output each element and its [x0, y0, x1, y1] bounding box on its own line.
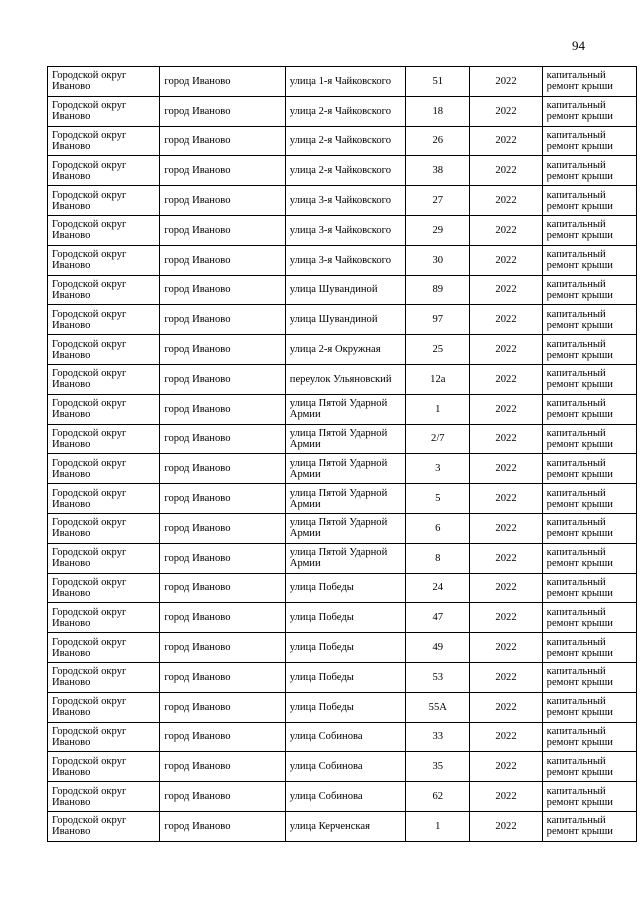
house-number-cell: 1 — [406, 394, 470, 424]
street-cell: улица 3-я Чайковского — [285, 245, 405, 275]
year-cell: 2022 — [470, 245, 542, 275]
year-cell: 2022 — [470, 364, 542, 394]
work-type-cell: капитальный ремонт крыши — [542, 782, 636, 812]
house-number-cell: 55А — [406, 692, 470, 722]
city-cell: город Иваново — [160, 186, 285, 216]
year-cell: 2022 — [470, 454, 542, 484]
house-number-cell: 1 — [406, 811, 470, 841]
street-cell: улица Шувандиной — [285, 275, 405, 305]
street-cell: улица Пятой Ударной Армии — [285, 543, 405, 573]
street-cell: улица 2-я Чайковского — [285, 96, 405, 126]
street-cell: улица Победы — [285, 603, 405, 633]
year-cell: 2022 — [470, 543, 542, 573]
year-cell: 2022 — [470, 335, 542, 365]
table-row — [48, 484, 637, 514]
house-number-cell: 18 — [406, 96, 470, 126]
city-cell: город Иваново — [160, 573, 285, 603]
table-row — [48, 335, 637, 365]
table-row — [48, 275, 637, 305]
table-row — [48, 513, 637, 543]
work-type-cell: капитальный ремонт крыши — [542, 186, 636, 216]
city-cell: город Иваново — [160, 633, 285, 663]
work-type-cell: капитальный ремонт крыши — [542, 305, 636, 335]
table-body — [48, 67, 637, 842]
city-cell: город Иваново — [160, 305, 285, 335]
okrug-cell: Городской округ Иваново — [48, 156, 160, 186]
year-cell: 2022 — [470, 811, 542, 841]
street-cell: улица Шувандиной — [285, 305, 405, 335]
house-number-cell: 25 — [406, 335, 470, 365]
year-cell: 2022 — [470, 692, 542, 722]
year-cell: 2022 — [470, 633, 542, 663]
okrug-cell: Городской округ Иваново — [48, 215, 160, 245]
okrug-cell: Городской округ Иваново — [48, 67, 160, 97]
okrug-cell: Городской округ Иваново — [48, 603, 160, 633]
table-row — [48, 722, 637, 752]
house-number-cell: 89 — [406, 275, 470, 305]
house-number-cell: 97 — [406, 305, 470, 335]
work-type-cell: капитальный ремонт крыши — [542, 454, 636, 484]
street-cell: переулок Ульяновский — [285, 364, 405, 394]
city-cell: город Иваново — [160, 215, 285, 245]
table-row — [48, 424, 637, 454]
table-row — [48, 186, 637, 216]
city-cell: город Иваново — [160, 364, 285, 394]
table-row — [48, 603, 637, 633]
year-cell: 2022 — [470, 662, 542, 692]
okrug-cell: Городской округ Иваново — [48, 811, 160, 841]
house-number-cell: 62 — [406, 782, 470, 812]
street-cell: улица Пятой Ударной Армии — [285, 424, 405, 454]
okrug-cell: Городской округ Иваново — [48, 394, 160, 424]
okrug-cell: Городской округ Иваново — [48, 186, 160, 216]
okrug-cell: Городской округ Иваново — [48, 126, 160, 156]
house-number-cell: 2/7 — [406, 424, 470, 454]
year-cell: 2022 — [470, 305, 542, 335]
city-cell: город Иваново — [160, 156, 285, 186]
table-row — [48, 156, 637, 186]
street-cell: улица 2-я Чайковского — [285, 126, 405, 156]
year-cell: 2022 — [470, 186, 542, 216]
year-cell: 2022 — [470, 394, 542, 424]
house-number-cell: 47 — [406, 603, 470, 633]
okrug-cell: Городской округ Иваново — [48, 454, 160, 484]
house-number-cell: 24 — [406, 573, 470, 603]
year-cell: 2022 — [470, 215, 542, 245]
house-number-cell: 35 — [406, 752, 470, 782]
house-number-cell: 30 — [406, 245, 470, 275]
table-row — [48, 811, 637, 841]
street-cell: улица Керченская — [285, 811, 405, 841]
table-row — [48, 692, 637, 722]
okrug-cell: Городской округ Иваново — [48, 275, 160, 305]
okrug-cell: Городской округ Иваново — [48, 305, 160, 335]
year-cell: 2022 — [470, 67, 542, 97]
city-cell: город Иваново — [160, 811, 285, 841]
city-cell: город Иваново — [160, 454, 285, 484]
house-number-cell: 33 — [406, 722, 470, 752]
house-number-cell: 26 — [406, 126, 470, 156]
work-type-cell: капитальный ремонт крыши — [542, 364, 636, 394]
house-number-cell: 49 — [406, 633, 470, 663]
okrug-cell: Городской округ Иваново — [48, 752, 160, 782]
okrug-cell: Городской округ Иваново — [48, 335, 160, 365]
street-cell: улица 3-я Чайковского — [285, 215, 405, 245]
okrug-cell: Городской округ Иваново — [48, 96, 160, 126]
okrug-cell: Городской округ Иваново — [48, 424, 160, 454]
city-cell: город Иваново — [160, 692, 285, 722]
street-cell: улица Собинова — [285, 782, 405, 812]
street-cell: улица Победы — [285, 692, 405, 722]
street-cell: улица Пятой Ударной Армии — [285, 484, 405, 514]
okrug-cell: Городской округ Иваново — [48, 513, 160, 543]
work-type-cell: капитальный ремонт крыши — [542, 722, 636, 752]
year-cell: 2022 — [470, 722, 542, 752]
house-number-cell: 8 — [406, 543, 470, 573]
year-cell: 2022 — [470, 752, 542, 782]
table-row — [48, 126, 637, 156]
house-number-cell: 29 — [406, 215, 470, 245]
okrug-cell: Городской округ Иваново — [48, 662, 160, 692]
work-type-cell: капитальный ремонт крыши — [542, 215, 636, 245]
okrug-cell: Городской округ Иваново — [48, 722, 160, 752]
table-row — [48, 543, 637, 573]
work-type-cell: капитальный ремонт крыши — [542, 96, 636, 126]
table-row — [48, 662, 637, 692]
work-type-cell: капитальный ремонт крыши — [542, 662, 636, 692]
okrug-cell: Городской округ Иваново — [48, 782, 160, 812]
house-number-cell: 12а — [406, 364, 470, 394]
year-cell: 2022 — [470, 513, 542, 543]
work-type-cell: капитальный ремонт крыши — [542, 424, 636, 454]
year-cell: 2022 — [470, 275, 542, 305]
street-cell: улица Победы — [285, 573, 405, 603]
work-type-cell: капитальный ремонт крыши — [542, 67, 636, 97]
city-cell: город Иваново — [160, 245, 285, 275]
street-cell: улица 3-я Чайковского — [285, 186, 405, 216]
street-cell: улица 2-я Чайковского — [285, 156, 405, 186]
street-cell: улица Победы — [285, 662, 405, 692]
table-row — [48, 67, 637, 97]
work-type-cell: капитальный ремонт крыши — [542, 335, 636, 365]
street-cell: улица Победы — [285, 633, 405, 663]
city-cell: город Иваново — [160, 603, 285, 633]
year-cell: 2022 — [470, 484, 542, 514]
city-cell: город Иваново — [160, 67, 285, 97]
city-cell: город Иваново — [160, 543, 285, 573]
city-cell: город Иваново — [160, 394, 285, 424]
city-cell: город Иваново — [160, 424, 285, 454]
work-type-cell: капитальный ремонт крыши — [542, 573, 636, 603]
okrug-cell: Городской округ Иваново — [48, 633, 160, 663]
work-type-cell: капитальный ремонт крыши — [542, 275, 636, 305]
house-number-cell: 3 — [406, 454, 470, 484]
work-type-cell: капитальный ремонт крыши — [542, 692, 636, 722]
work-type-cell: капитальный ремонт крыши — [542, 484, 636, 514]
house-number-cell: 5 — [406, 484, 470, 514]
year-cell: 2022 — [470, 782, 542, 812]
street-cell: улица Пятой Ударной Армии — [285, 454, 405, 484]
okrug-cell: Городской округ Иваново — [48, 484, 160, 514]
work-type-cell: капитальный ремонт крыши — [542, 126, 636, 156]
repair-schedule-table — [47, 66, 637, 842]
work-type-cell: капитальный ремонт крыши — [542, 752, 636, 782]
okrug-cell: Городской округ Иваново — [48, 364, 160, 394]
house-number-cell: 53 — [406, 662, 470, 692]
table-row — [48, 454, 637, 484]
street-cell: улица 2-я Окружная — [285, 335, 405, 365]
work-type-cell: капитальный ремонт крыши — [542, 394, 636, 424]
year-cell: 2022 — [470, 603, 542, 633]
table-row — [48, 394, 637, 424]
year-cell: 2022 — [470, 126, 542, 156]
table-row — [48, 215, 637, 245]
work-type-cell: капитальный ремонт крыши — [542, 513, 636, 543]
city-cell: город Иваново — [160, 96, 285, 126]
year-cell: 2022 — [470, 573, 542, 603]
work-type-cell: капитальный ремонт крыши — [542, 543, 636, 573]
city-cell: город Иваново — [160, 126, 285, 156]
table-row — [48, 782, 637, 812]
street-cell: улица 1-я Чайковского — [285, 67, 405, 97]
work-type-cell: капитальный ремонт крыши — [542, 633, 636, 663]
work-type-cell: капитальный ремонт крыши — [542, 811, 636, 841]
okrug-cell: Городской округ Иваново — [48, 692, 160, 722]
city-cell: город Иваново — [160, 752, 285, 782]
year-cell: 2022 — [470, 156, 542, 186]
street-cell: улица Собинова — [285, 752, 405, 782]
work-type-cell: капитальный ремонт крыши — [542, 156, 636, 186]
street-cell: улица Пятой Ударной Армии — [285, 513, 405, 543]
table-row — [48, 364, 637, 394]
year-cell: 2022 — [470, 96, 542, 126]
table-row — [48, 573, 637, 603]
city-cell: город Иваново — [160, 335, 285, 365]
table-row — [48, 96, 637, 126]
house-number-cell: 51 — [406, 67, 470, 97]
year-cell: 2022 — [470, 424, 542, 454]
city-cell: город Иваново — [160, 275, 285, 305]
table-row — [48, 245, 637, 275]
table-row — [48, 633, 637, 663]
work-type-cell: капитальный ремонт крыши — [542, 603, 636, 633]
table-row — [48, 752, 637, 782]
street-cell: улица Пятой Ударной Армии — [285, 394, 405, 424]
house-number-cell: 6 — [406, 513, 470, 543]
street-cell: улица Собинова — [285, 722, 405, 752]
house-number-cell: 38 — [406, 156, 470, 186]
house-number-cell: 27 — [406, 186, 470, 216]
city-cell: город Иваново — [160, 782, 285, 812]
work-type-cell: капитальный ремонт крыши — [542, 245, 636, 275]
okrug-cell: Городской округ Иваново — [48, 245, 160, 275]
city-cell: город Иваново — [160, 662, 285, 692]
okrug-cell: Городской округ Иваново — [48, 573, 160, 603]
city-cell: город Иваново — [160, 513, 285, 543]
okrug-cell: Городской округ Иваново — [48, 543, 160, 573]
city-cell: город Иваново — [160, 484, 285, 514]
city-cell: город Иваново — [160, 722, 285, 752]
page-number: 94 — [572, 38, 585, 53]
table-row — [48, 305, 637, 335]
